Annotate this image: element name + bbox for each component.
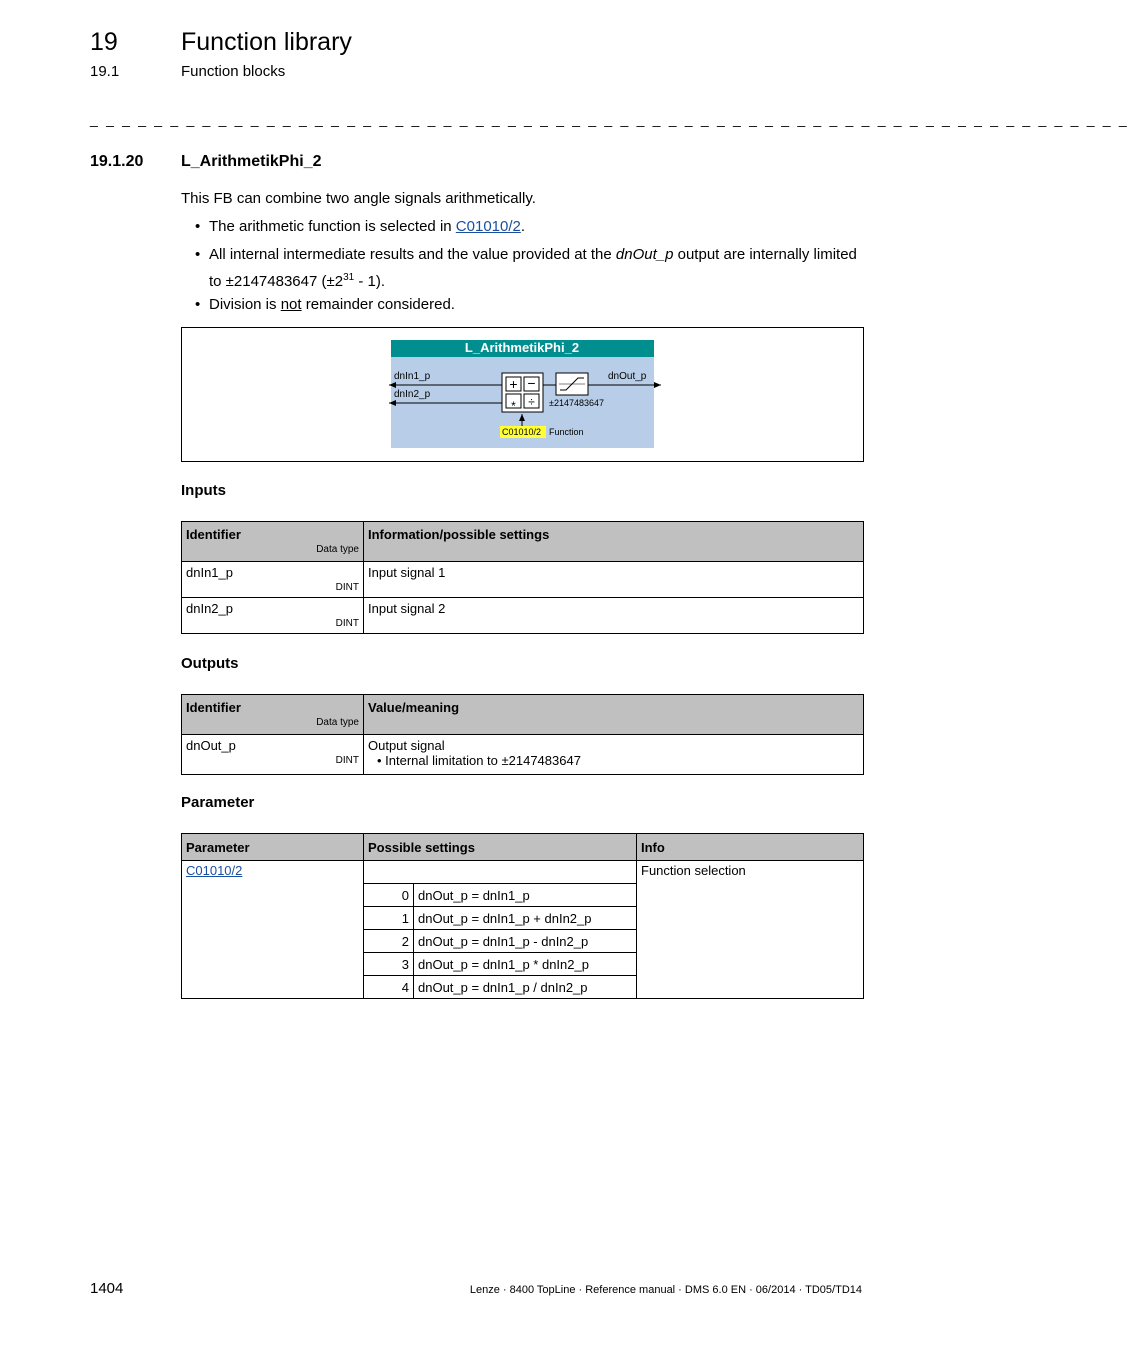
- bullet-3-emphasis: not: [280, 296, 302, 313]
- link-c01010-2[interactable]: C01010/2: [455, 218, 521, 235]
- setting-value: 2: [364, 930, 414, 953]
- minus-icon: −: [527, 375, 536, 391]
- input-datatype: DINT: [335, 618, 359, 629]
- chapter-number: 19: [90, 28, 118, 56]
- inputs-header-row: [182, 522, 864, 562]
- inputs-col-info: Information/possible settings: [364, 522, 864, 562]
- inputs-heading: Inputs: [181, 482, 226, 499]
- parameter-col-parameter: Parameter: [182, 834, 364, 861]
- outputs-header-row: [182, 695, 864, 735]
- setting-meaning: dnOut_p = dnIn1_p / dnIn2_p: [414, 976, 637, 999]
- multiply-icon: *: [511, 399, 516, 413]
- bullet-1-text: The arithmetic function is selected in: [209, 218, 456, 235]
- inputs-col-datatype: Data type: [316, 544, 359, 555]
- setting-value: 0: [364, 884, 414, 907]
- code-label: C01010/2: [502, 427, 542, 437]
- inputs-col-identifier: Identifier Data type: [182, 522, 364, 562]
- setting-meaning: dnOut_p = dnIn1_p: [414, 884, 637, 907]
- parameter-heading: Parameter: [181, 794, 255, 811]
- table-row: [182, 735, 864, 775]
- function-block-diagram: [182, 328, 863, 461]
- outputs-col-datatype: Data type: [316, 717, 359, 728]
- section-title: Function blocks: [181, 63, 286, 80]
- parameter-row: [182, 861, 864, 884]
- output-identifier: dnOut_p: [186, 738, 236, 753]
- divide-icon: ÷: [528, 395, 535, 409]
- input-datatype: DINT: [335, 582, 359, 593]
- parameter-header-row: [182, 834, 864, 861]
- bullet-2-text: All internal intermediate results and the value provided at the: [209, 246, 616, 263]
- bullet-3-end: remainder considered.: [301, 296, 455, 313]
- limit-label: ±2147483647: [549, 398, 604, 408]
- setting-meaning: dnOut_p = dnIn1_p * dnIn2_p: [414, 953, 637, 976]
- output-datatype: DINT: [335, 755, 359, 766]
- chapter-title: Function library: [181, 28, 352, 56]
- function-block-diagram-frame: [181, 327, 864, 462]
- fb-title: L_ArithmetikPhi_2: [464, 340, 580, 355]
- bullet-2-mid: output are internally limited to ±2147483647 (±2: [209, 246, 857, 290]
- header-separator: _ _ _ _ _ _ _ _ _ _ _ _ _ _ _ _ _ _ _ _ _ _ _ _ _ _ _ _ _ _ _ _ _ _ _ _ _ _ _ _ _ _ _ _ _ _ _ _ _ _ _ _ _ _ _ _ _ _ _ _ _ _ _ _ _: [90, 111, 1129, 127]
- intro-text: This FB can combine two angle signals arithmetically.: [181, 190, 536, 207]
- table-row: [182, 598, 864, 634]
- output-label: dnOut_p: [608, 371, 647, 382]
- parameter-info: Function selection: [637, 861, 864, 999]
- table-row: [182, 562, 864, 598]
- subsection-title: L_ArithmetikPhi_2: [181, 153, 322, 170]
- input-identifier: dnIn2_p: [186, 601, 233, 616]
- parameter-code-link[interactable]: C01010/2: [186, 863, 243, 878]
- bullet-2-output-name: dnOut_p: [615, 246, 674, 263]
- input-info: Input signal 2: [364, 598, 864, 634]
- page-number: 1404: [90, 1280, 124, 1297]
- inputs-table: [181, 521, 864, 634]
- outputs-heading: Outputs: [181, 655, 239, 672]
- setting-meaning: dnOut_p = dnIn1_p + dnIn2_p: [414, 907, 637, 930]
- document-info: Lenze · 8400 TopLine · Reference manual · DMS 6.0 EN · 06/2014 · TD05/TD14: [469, 1284, 862, 1296]
- bullet-3-text: Division is: [209, 296, 281, 313]
- input-info: Input signal 1: [364, 562, 864, 598]
- setting-meaning: dnOut_p = dnIn1_p - dnIn2_p: [414, 930, 637, 953]
- outputs-col-value: Value/meaning: [364, 695, 864, 735]
- input-1-label: dnIn1_p: [394, 371, 431, 382]
- parameter-col-info: Info: [637, 834, 864, 861]
- subsection-number: 19.1.20: [90, 153, 144, 170]
- section-number: 19.1: [90, 63, 120, 80]
- parameter-col-settings: Possible settings: [364, 834, 637, 861]
- output-info: Output signal: [368, 738, 445, 753]
- parameter-table: [181, 833, 864, 999]
- input-identifier: dnIn1_p: [186, 565, 233, 580]
- setting-value: 3: [364, 953, 414, 976]
- output-bullet: • Internal limitation to ±2147483647: [377, 753, 581, 768]
- setting-value: 4: [364, 976, 414, 999]
- bullet-1-end: .: [520, 218, 526, 235]
- input-2-label: dnIn2_p: [394, 389, 431, 400]
- bullet-2-end: - 1).: [354, 273, 386, 290]
- setting-value: 1: [364, 907, 414, 930]
- code-function-label: Function: [549, 427, 584, 437]
- plus-icon: +: [509, 376, 518, 392]
- outputs-col-identifier: Identifier Data type: [182, 695, 364, 735]
- bullet-2-exponent: 31: [343, 272, 355, 283]
- outputs-table: [181, 694, 864, 775]
